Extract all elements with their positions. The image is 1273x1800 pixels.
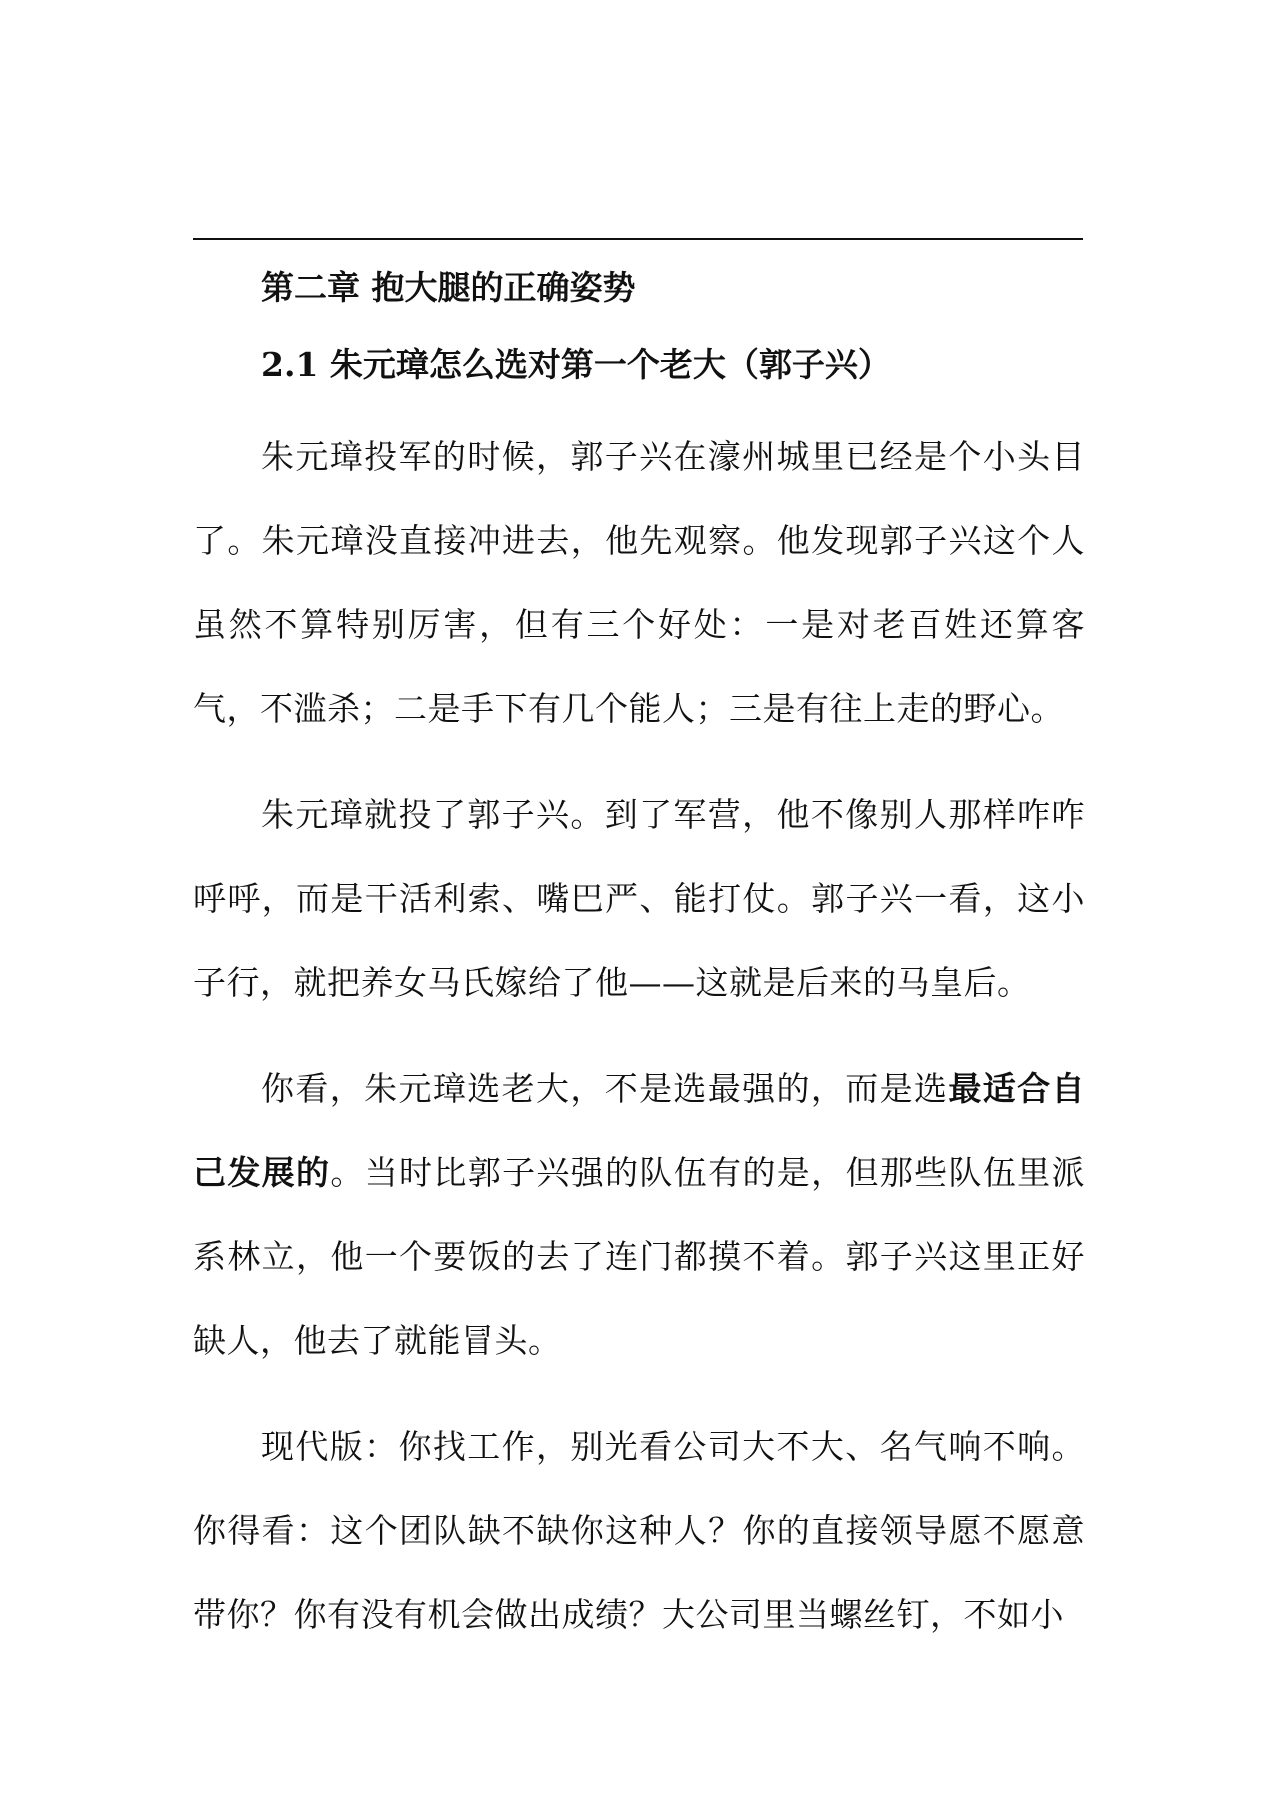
paragraph-3-before: 你看，朱元璋选老大，不是选最强的，而是选 [261, 1069, 949, 1108]
page-content [193, 258, 1085, 1679]
paragraph-2: 朱元璋就投了郭子兴。到了军营，他不像别人那样咋咋呼呼，而是干活利索、嘴巴严、能打仗。郭子兴一看，这小子行，就把养女马氏嫁给了他——这就是后来的马皇后。 [193, 795, 1085, 1002]
section-title: 2.1 朱元璋怎么选对第一个老大（郭子兴） [261, 345, 891, 384]
chapter-title: 第二章 抱大腿的正确姿势 [261, 268, 636, 307]
paragraph-3-after: 。当时比郭子兴强的队伍有的是，但那些队伍里派系林立，他一个要饭的去了连门都摸不着。郭子兴这里正好缺人，他去了就能冒头。 [193, 1153, 1086, 1360]
paragraph-3 [193, 1047, 1085, 1383]
header-rule [193, 238, 1083, 240]
paragraph-4: 现代版：你找工作，别光看公司大不大、名气响不响。你得看：这个团队缺不缺你这种人？你的直接领导愿不愿意带你？你有没有机会做出成绩？大公司里当螺丝钉，不如小 [193, 1427, 1085, 1634]
paragraph-1: 朱元璋投军的时候，郭子兴在濠州城里已经是个小头目了。朱元璋没直接冲进去，他先观察。他发现郭子兴这个人虽然不算特别厉害，但有三个好处：一是对老百姓还算客气，不滥杀；二是手下有几个能人；三是有往上走的野心。 [193, 437, 1085, 728]
paragraph-3-emphasis: 最适合自己发展的 [193, 1069, 1086, 1192]
